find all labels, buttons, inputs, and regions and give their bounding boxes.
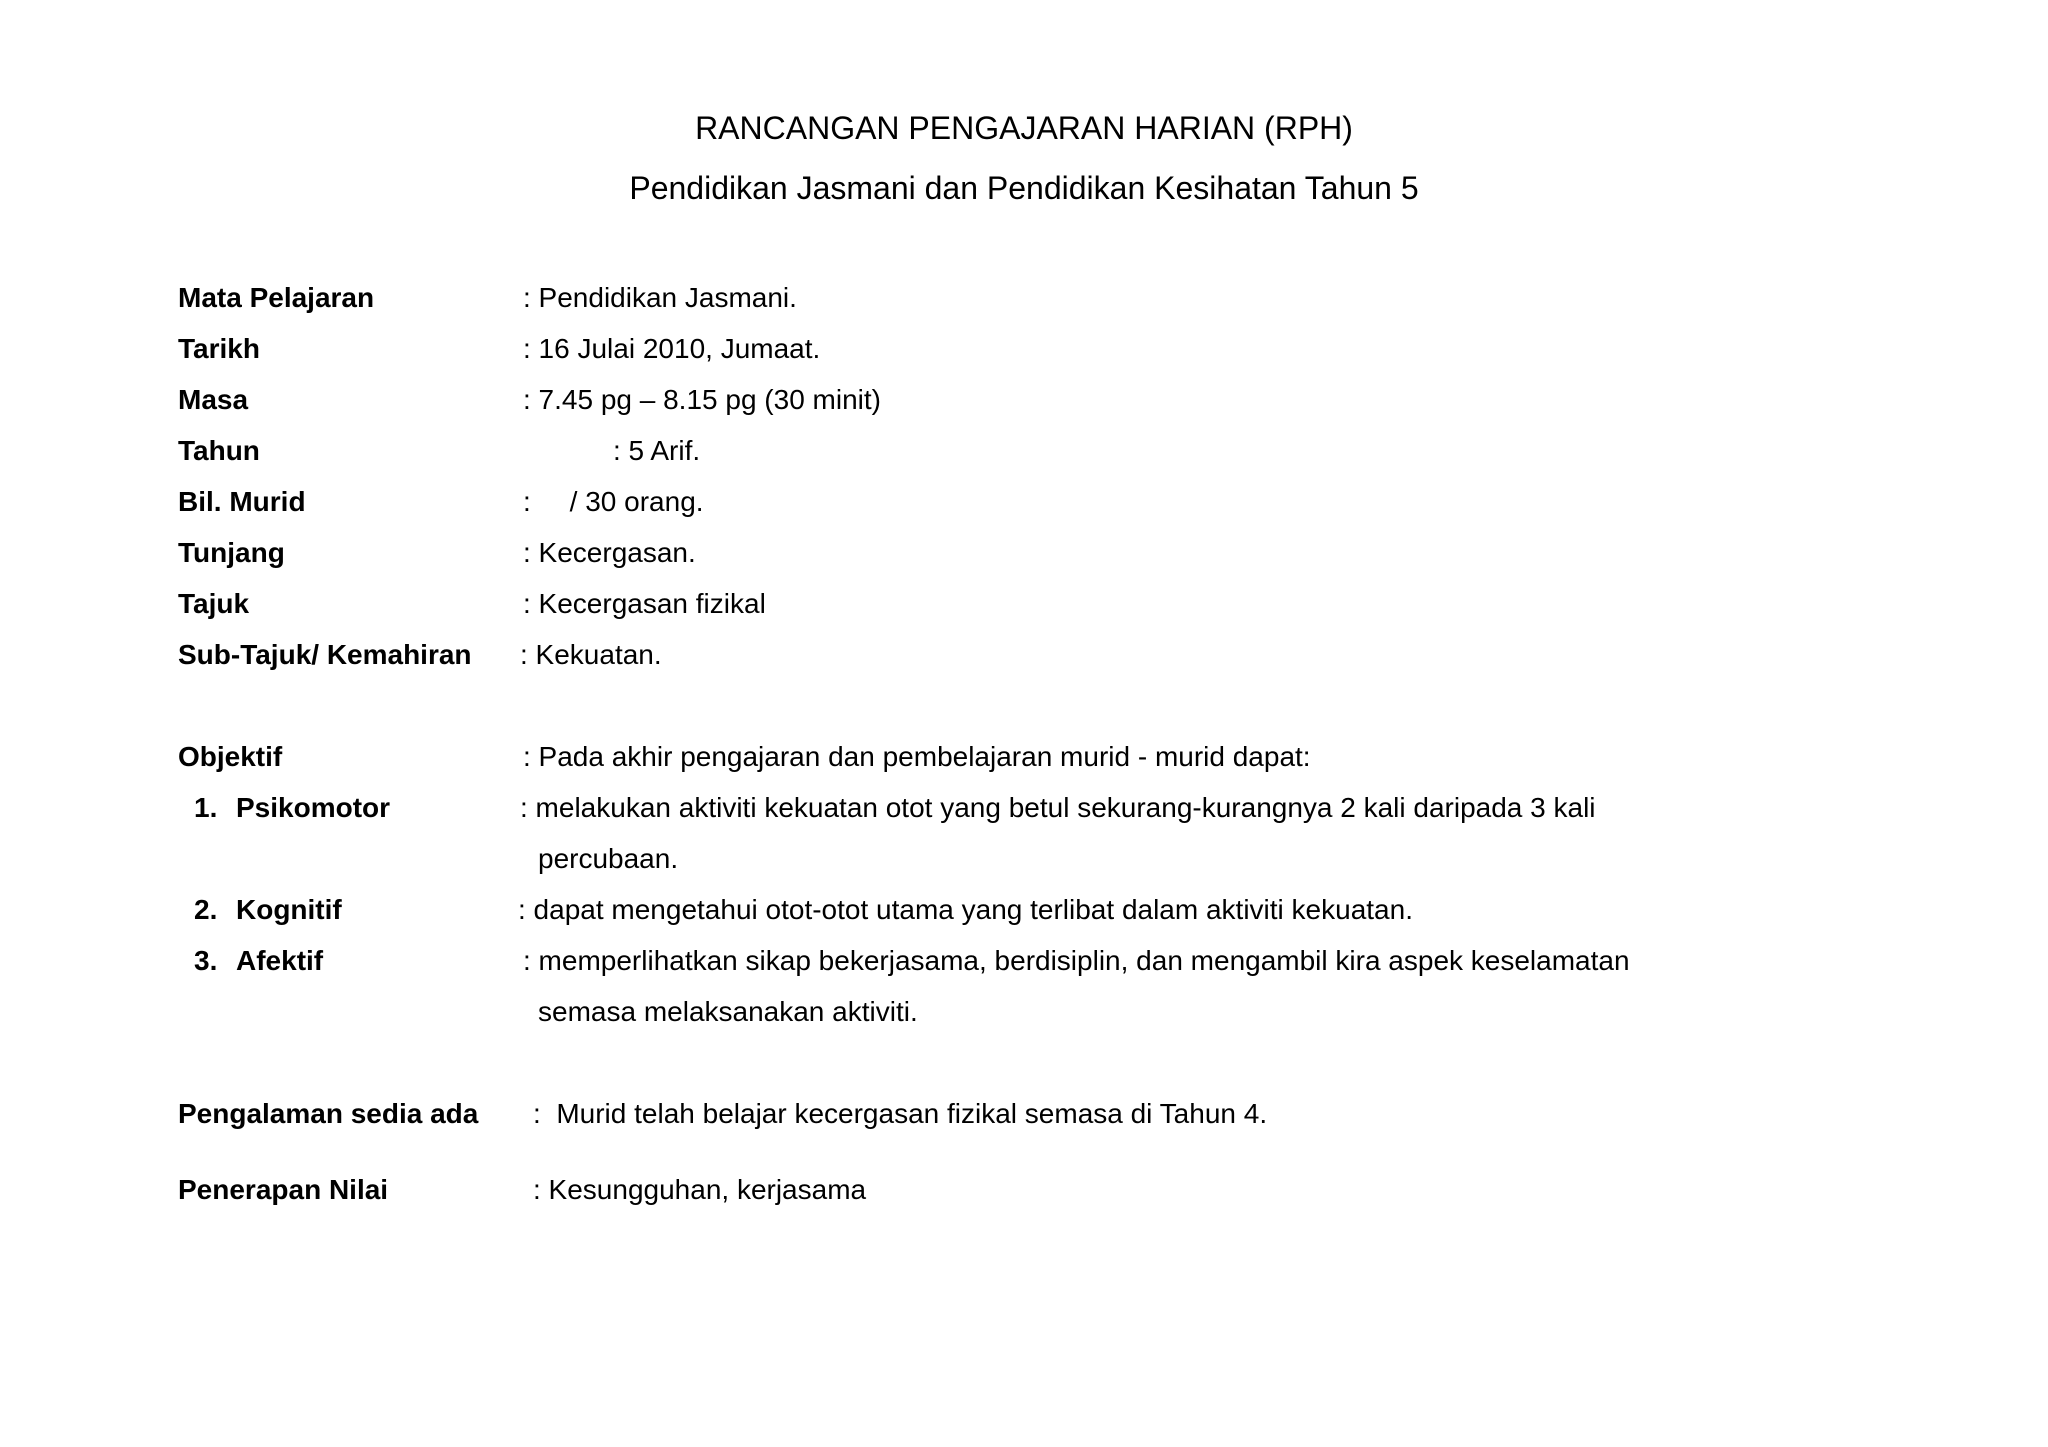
pengalaman-label: Pengalaman sedia ada (178, 1098, 479, 1129)
tarikh-label: Tarikh (178, 333, 260, 364)
tarikh-value: : 16 Julai 2010, Jumaat. (523, 333, 821, 364)
tajuk-value: : Kecergasan fizikal (523, 588, 766, 619)
objektif-item-number: 1. (194, 792, 218, 823)
masa-label: Masa (178, 384, 249, 415)
objektif-item-number: 2. (194, 894, 218, 925)
mata-pelajaran-label: Mata Pelajaran (178, 282, 375, 313)
pengalaman-value: : Murid telah belajar kecergasan fizikal semasa di Tahun 4. (533, 1098, 1268, 1129)
tunjang-label: Tunjang (178, 537, 285, 568)
tahun-label: Tahun (178, 435, 260, 466)
bil-murid-label: Bil. Murid (178, 486, 306, 517)
penerapan-value: : Kesungguhan, kerjasama (533, 1174, 867, 1205)
page-title: RANCANGAN PENGAJARAN HARIAN (RPH) (695, 110, 1353, 146)
masa-value: : 7.45 pg – 8.15 pg (30 minit) (523, 384, 881, 415)
afektif-value: : memperlihatkan sikap bekerjasama, berdisiplin, dan mengambil kira aspek keselamatan (523, 945, 1630, 976)
psikomotor-label: Psikomotor (236, 792, 391, 823)
objektif-label: Objektif (178, 741, 283, 772)
tunjang-value: : Kecergasan. (523, 537, 696, 568)
mata-pelajaran-value: : Pendidikan Jasmani. (523, 282, 797, 313)
psikomotor-value-continued: percubaan. (538, 843, 679, 874)
tahun-value: : 5 Arif. (613, 435, 701, 466)
page-subtitle: Pendidikan Jasmani dan Pendidikan Kesihatan Tahun 5 (629, 170, 1419, 206)
penerapan-label: Penerapan Nilai (178, 1174, 389, 1205)
afektif-label: Afektif (236, 945, 324, 976)
psikomotor-value: : melakukan aktiviti kekuatan otot yang betul sekurang-kurangnya 2 kali daripada 3 kali (520, 792, 1596, 823)
kognitif-value: : dapat mengetahui otot-otot utama yang terlibat dalam aktiviti kekuatan. (518, 894, 1413, 925)
objektif-value: : Pada akhir pengajaran dan pembelajaran murid - murid dapat: (523, 741, 1311, 772)
bil-murid-value: : / 30 orang. (523, 486, 704, 517)
sub-tajuk-value: : Kekuatan. (520, 639, 662, 670)
afektif-value-continued: semasa melaksanakan aktiviti. (538, 996, 918, 1027)
sub-tajuk-label: Sub-Tajuk/ Kemahiran (178, 639, 472, 670)
tajuk-label: Tajuk (178, 588, 250, 619)
objektif-item-number: 3. (194, 945, 218, 976)
kognitif-label: Kognitif (236, 894, 342, 925)
